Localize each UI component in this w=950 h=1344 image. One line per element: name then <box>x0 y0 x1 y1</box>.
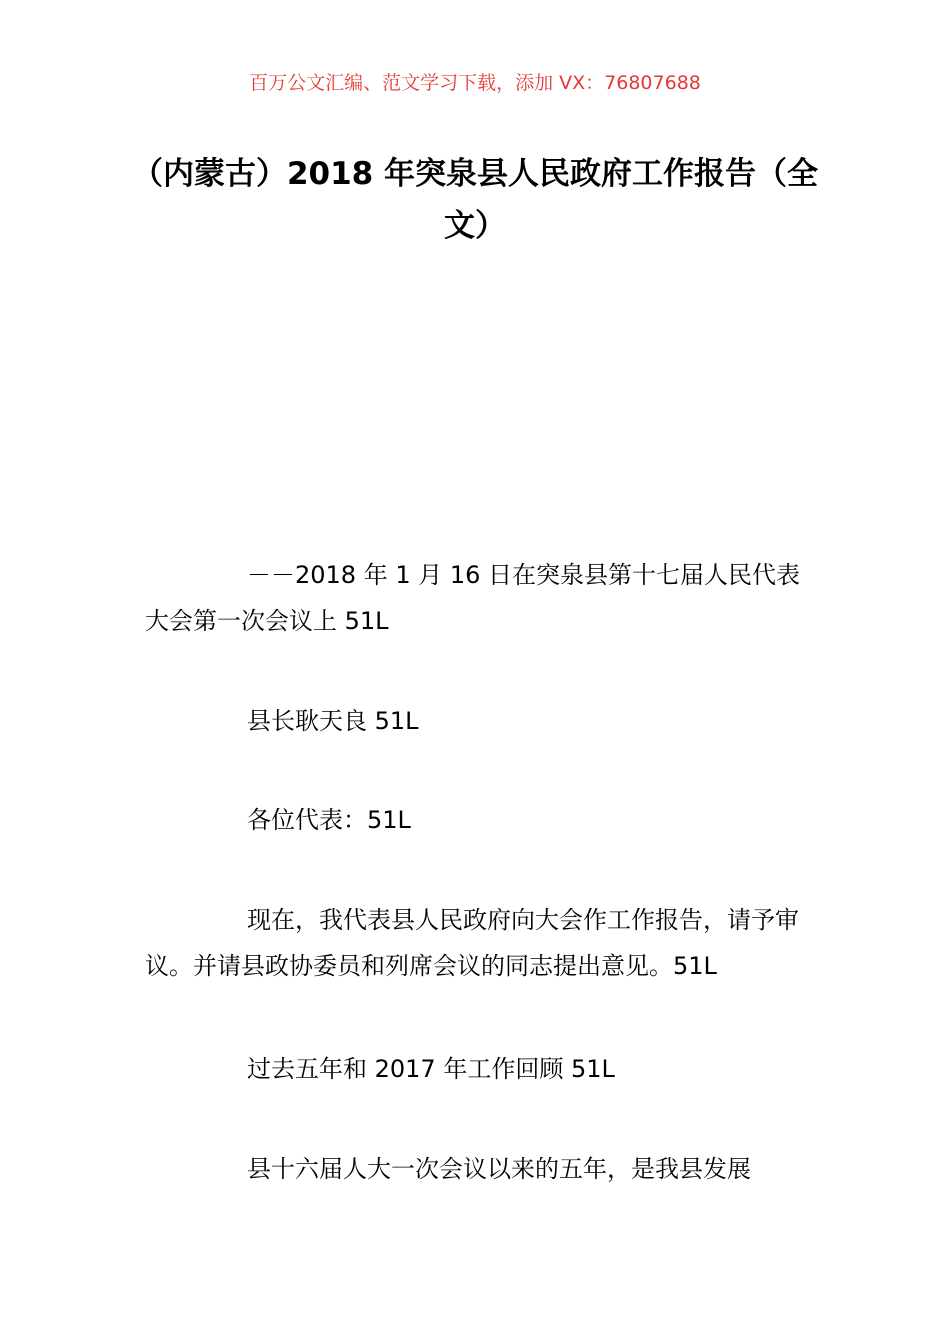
greeting-paragraph: 各位代表：51L <box>247 806 411 834</box>
review-heading: 过去五年和 2017 年工作回顾 51L <box>247 1055 615 1083</box>
intro-paragraph: 现在，我代表县人民政府向大会作工作报告，请予审议。并请县政协委员和列席会议的同志提出意见。51L <box>145 906 799 980</box>
speaker-paragraph: 县长耿天良 51L <box>247 707 419 735</box>
header-note: 百万公文汇编、范文学习下载，添加 VX：76807688 <box>249 72 701 94</box>
dateline-paragraph: －－2018 年 1 月 16 日在突泉县第十七届人民代表大会第一次会议上 51L <box>145 561 801 635</box>
body-paragraph: 县十六届人大一次会议以来的五年，是我县发展 <box>247 1155 751 1183</box>
document-title: （内蒙古）2018 年突泉县人民政府工作报告（全文） <box>131 156 819 244</box>
